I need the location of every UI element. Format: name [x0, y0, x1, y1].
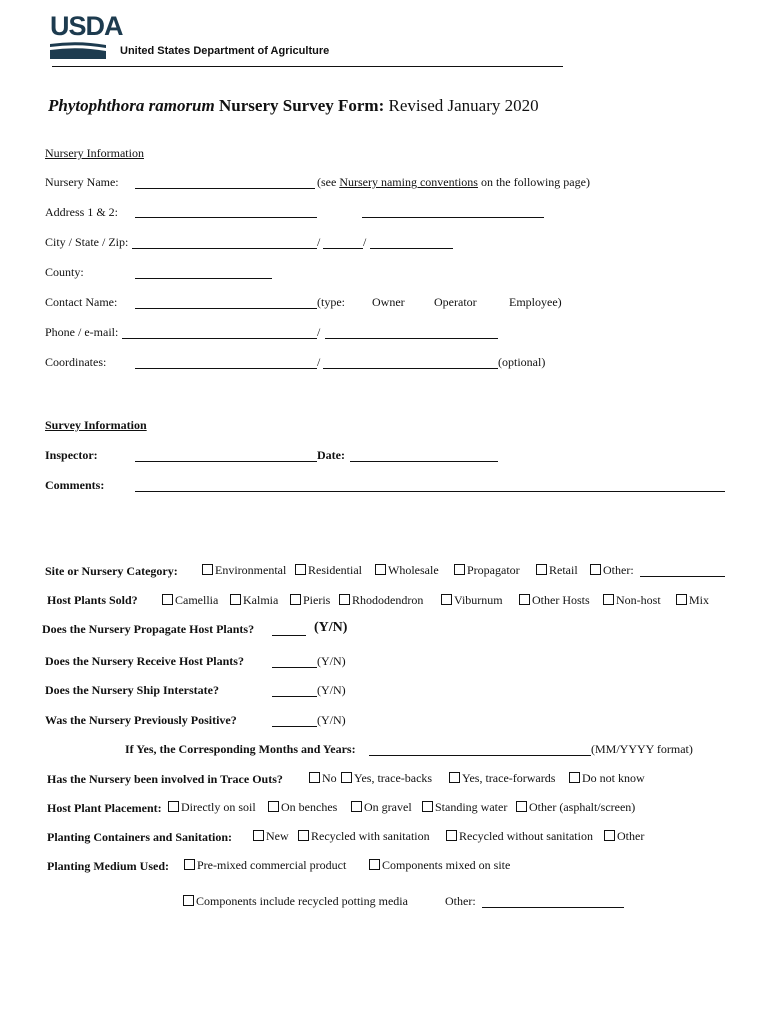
containers-recycled-unsanitized[interactable] — [446, 829, 593, 844]
option-label: Wholesale — [388, 563, 439, 577]
checkbox[interactable] — [422, 801, 433, 812]
address2-field[interactable] — [362, 217, 544, 218]
propagate-question: Does the Nursery Propagate Host Plants? — [42, 622, 255, 636]
trace-forwards[interactable] — [449, 771, 555, 786]
coords-slash: / — [317, 355, 321, 369]
checkbox[interactable] — [298, 830, 309, 841]
positive-yn: (Y/N) — [317, 713, 346, 727]
host-rhododendron[interactable] — [339, 593, 423, 608]
option-label: Propagator — [467, 563, 520, 577]
medium-label: Planting Medium Used: — [47, 859, 170, 873]
host-non-host[interactable] — [603, 593, 661, 608]
option-label: Do not know — [582, 771, 645, 785]
city-label: City / State / Zip: — [45, 235, 129, 249]
nursery-info-heading: Nursery Information — [45, 146, 144, 160]
option-label: Viburnum — [454, 593, 503, 607]
inspector-field[interactable] — [135, 461, 317, 462]
zip-field[interactable] — [370, 248, 453, 249]
category-environmental[interactable] — [202, 563, 286, 578]
months-years-field[interactable] — [369, 755, 591, 756]
option-label: Environmental — [215, 563, 287, 577]
option-label: Yes, trace-backs — [354, 771, 433, 785]
option-label: Directly on soil — [181, 800, 256, 814]
checkbox[interactable] — [603, 594, 614, 605]
ship-question: Does the Nursery Ship Interstate? — [45, 683, 219, 697]
category-propagator[interactable] — [454, 563, 520, 578]
receive-yn: (Y/N) — [317, 654, 346, 668]
checkbox[interactable] — [295, 564, 306, 575]
checkbox[interactable] — [162, 594, 173, 605]
email-field[interactable] — [325, 338, 498, 339]
checkbox[interactable] — [604, 830, 615, 841]
trace-do-not-know[interactable] — [569, 771, 645, 786]
option-label: Camellia — [175, 593, 219, 607]
host-viburnum[interactable] — [441, 593, 503, 608]
nursery-name-field[interactable] — [135, 188, 315, 189]
title-revision: Revised January 2020 — [384, 96, 539, 115]
if-yes-label: If Yes, the Corresponding Months and Years: — [125, 742, 356, 756]
naming-conventions-link[interactable]: Nursery naming conventions — [339, 175, 478, 189]
longitude-field[interactable] — [323, 368, 498, 369]
usda-logo — [50, 12, 123, 59]
option-label: Standing water — [435, 800, 508, 814]
option-label: Other Hosts — [532, 593, 590, 607]
containers-label: Planting Containers and Sanitation: — [47, 830, 233, 844]
option-label: Components include recycled potting media — [196, 894, 408, 908]
address1-field[interactable] — [135, 217, 317, 218]
host-mix[interactable] — [676, 593, 709, 608]
trace-no[interactable] — [309, 771, 337, 786]
phone-slash: / — [317, 325, 321, 339]
address-label: Address 1 & 2: — [45, 205, 118, 219]
option-label: Components mixed on site — [382, 858, 511, 872]
contact-field[interactable] — [135, 308, 317, 309]
checkbox[interactable] — [446, 830, 457, 841]
contact-label: Contact Name: — [45, 295, 118, 309]
checkbox[interactable] — [184, 859, 195, 870]
option-label: Rhododendron — [352, 593, 424, 607]
county-field[interactable] — [135, 278, 272, 279]
option-label: Residential — [308, 563, 362, 577]
category-residential[interactable] — [295, 563, 362, 578]
checkbox[interactable] — [268, 801, 279, 812]
medium-other-label: Other: — [445, 894, 476, 908]
host-kalmia[interactable] — [230, 593, 278, 608]
checkbox[interactable] — [183, 895, 194, 906]
ship-answer-field[interactable] — [272, 696, 317, 697]
title-form: Nursery Survey Form: — [214, 96, 385, 115]
coords-label: Coordinates: — [45, 355, 107, 369]
option-label: Other: — [603, 563, 634, 577]
positive-question: Was the Nursery Previously Positive? — [45, 713, 237, 727]
option-label: Yes, trace-forwards — [462, 771, 556, 785]
propagate-yn: (Y/N) — [314, 620, 348, 635]
city-slash-1: / — [317, 235, 321, 249]
category-wholesale[interactable] — [375, 563, 439, 578]
receive-answer-field[interactable] — [272, 667, 317, 668]
category-other-field[interactable] — [640, 576, 725, 577]
option-label: Other — [617, 829, 645, 843]
option-label: Pieris — [303, 593, 331, 607]
medium-recycled[interactable] — [183, 894, 408, 909]
option-label: Mix — [689, 593, 710, 607]
checkbox[interactable] — [309, 772, 320, 783]
checkbox[interactable] — [341, 772, 352, 783]
title-species: Phytophthora ramorum — [48, 96, 215, 115]
checkbox[interactable] — [369, 859, 380, 870]
date-label: Date: — [317, 448, 345, 462]
placement-other[interactable] — [516, 800, 635, 815]
checkbox[interactable] — [676, 594, 687, 605]
medium-premixed[interactable] — [184, 858, 346, 873]
checkbox[interactable] — [536, 564, 547, 575]
contact-type-label: (type: — [317, 295, 345, 309]
city-field[interactable] — [132, 248, 317, 249]
category-retail[interactable] — [536, 563, 578, 578]
category-other[interactable] — [590, 563, 634, 578]
checkbox[interactable] — [569, 772, 580, 783]
checkbox[interactable] — [290, 594, 301, 605]
containers-recycled-sanitized[interactable] — [298, 829, 430, 844]
checkbox[interactable] — [202, 564, 213, 575]
coords-optional: (optional) — [498, 355, 546, 369]
host-other-hosts[interactable] — [519, 593, 590, 608]
positive-answer-field[interactable] — [272, 726, 317, 727]
host-pieris[interactable] — [290, 593, 330, 608]
note-post: on the following page) — [477, 175, 590, 189]
page-title — [48, 96, 539, 116]
county-label: County: — [45, 265, 84, 279]
option-label: New — [266, 829, 289, 843]
phone-label: Phone / e-mail: — [45, 325, 119, 339]
option-label: Pre-mixed commercial product — [197, 858, 347, 872]
comments-field[interactable] — [135, 491, 725, 492]
checkbox[interactable] — [590, 564, 601, 575]
date-format-note: (MM/YYYY format) — [591, 742, 693, 756]
placement-benches[interactable] — [268, 800, 337, 815]
host-plants-label: Host Plants Sold? — [47, 593, 138, 607]
nursery-name-note — [317, 175, 590, 190]
option-label: Kalmia — [243, 593, 279, 607]
note-pre: (see — [317, 175, 340, 189]
checkbox[interactable] — [253, 830, 264, 841]
receive-question: Does the Nursery Receive Host Plants? — [45, 654, 244, 668]
host-camellia[interactable] — [162, 593, 218, 608]
checkbox[interactable] — [519, 594, 530, 605]
checkbox[interactable] — [339, 594, 350, 605]
usda-logo-graphic — [50, 41, 108, 59]
option-label: Other (asphalt/screen) — [529, 800, 636, 814]
option-label: Retail — [549, 563, 578, 577]
propagate-answer-field[interactable] — [272, 635, 306, 636]
medium-other-field[interactable] — [482, 907, 624, 908]
inspector-label: Inspector: — [45, 448, 98, 462]
checkbox[interactable] — [441, 594, 452, 605]
option-label: On benches — [281, 800, 338, 814]
survey-info-heading: Survey Information — [45, 418, 147, 432]
agency-name: United States Department of Agriculture — [120, 45, 330, 57]
type-operator[interactable]: Operator — [434, 295, 477, 309]
containers-new[interactable] — [253, 829, 289, 844]
state-field[interactable] — [323, 248, 363, 249]
type-owner[interactable]: Owner — [372, 295, 405, 309]
category-label: Site or Nursery Category: — [45, 564, 178, 578]
nursery-name-label: Nursery Name: — [45, 175, 119, 189]
medium-mixed-on-site[interactable] — [369, 858, 510, 873]
containers-other[interactable] — [604, 829, 644, 844]
checkbox[interactable] — [351, 801, 362, 812]
placement-gravel[interactable] — [351, 800, 412, 815]
checkbox[interactable] — [375, 564, 386, 575]
placement-label: Host Plant Placement: — [47, 801, 162, 815]
type-employee[interactable]: Employee) — [509, 295, 562, 309]
latitude-field[interactable] — [135, 368, 317, 369]
header-rule — [52, 66, 563, 67]
usda-logo-text: USDA — [50, 11, 123, 41]
phone-field[interactable] — [122, 338, 317, 339]
ship-yn: (Y/N) — [317, 683, 346, 697]
trace-label: Has the Nursery been involved in Trace Outs? — [47, 772, 283, 786]
placement-soil[interactable] — [168, 800, 256, 815]
checkbox[interactable] — [230, 594, 241, 605]
option-label: Non-host — [616, 593, 661, 607]
checkbox[interactable] — [516, 801, 527, 812]
checkbox[interactable] — [168, 801, 179, 812]
option-label: On gravel — [364, 800, 412, 814]
date-field[interactable] — [350, 461, 498, 462]
option-label: Recycled without sanitation — [459, 829, 593, 843]
comments-label: Comments: — [45, 478, 105, 492]
checkbox[interactable] — [449, 772, 460, 783]
checkbox[interactable] — [454, 564, 465, 575]
placement-standing-water[interactable] — [422, 800, 507, 815]
trace-backs[interactable] — [341, 771, 432, 786]
option-label: Recycled with sanitation — [311, 829, 430, 843]
city-slash-2: / — [363, 235, 367, 249]
option-label: No — [322, 771, 337, 785]
